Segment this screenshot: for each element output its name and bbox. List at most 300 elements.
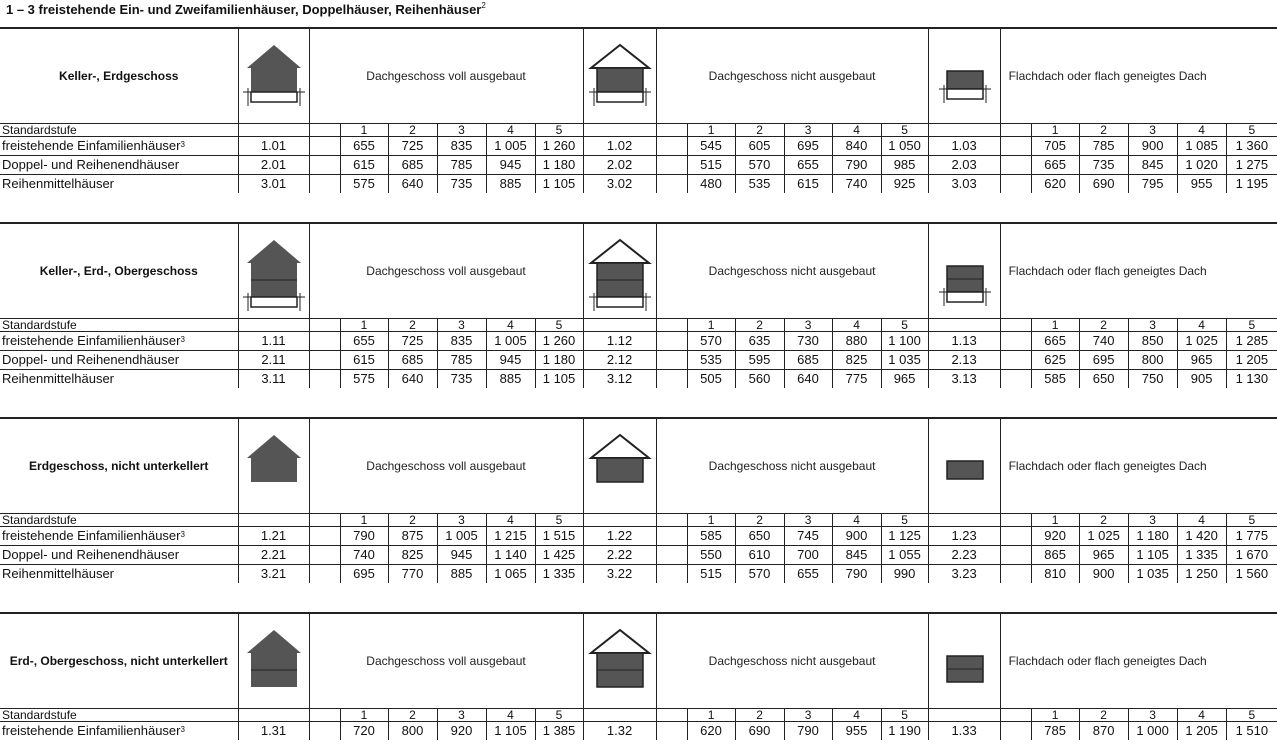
row-label: Reihenmittelhäuser xyxy=(0,370,238,389)
col-header-voll: Dachgeschoss voll ausgebaut xyxy=(366,264,526,278)
col-header-flach: Flachdach oder flach geneigtes Dach xyxy=(1008,264,1207,278)
code-cell: 1.01 xyxy=(238,137,309,156)
code-cell: 2.01 xyxy=(238,156,309,175)
value-cell: 965 xyxy=(1177,351,1226,370)
value-cell: 885 xyxy=(486,175,535,194)
table-block xyxy=(0,222,1269,388)
stufe-number: 2 xyxy=(1079,709,1128,722)
value-cell: 795 xyxy=(1128,175,1177,194)
value-cell: 480 xyxy=(687,175,735,194)
stufe-number: 2 xyxy=(388,124,437,137)
value-cell: 800 xyxy=(388,722,437,741)
value-cell: 620 xyxy=(687,722,735,741)
code-cell: 3.11 xyxy=(238,370,309,389)
value-cell: 1 285 xyxy=(1226,332,1277,351)
col-header-nicht: Dachgeschoss nicht ausgebaut xyxy=(708,459,876,473)
table-row xyxy=(0,527,1277,546)
table-block xyxy=(0,417,1269,583)
value-cell: 705 xyxy=(1031,137,1079,156)
row-label: freistehende Einfamilienhäuser$^3$ xyxy=(0,527,238,546)
house-icon xyxy=(238,223,309,319)
code-cell: 3.22 xyxy=(583,565,656,584)
value-cell: 990 xyxy=(881,565,928,584)
value-cell: 690 xyxy=(735,722,784,741)
value-cell: 775 xyxy=(832,370,881,389)
value-cell: 515 xyxy=(687,156,735,175)
value-cell: 835 xyxy=(437,137,486,156)
house-icon xyxy=(238,613,309,709)
value-cell: 800 xyxy=(1128,351,1177,370)
value-cell: 785 xyxy=(1079,137,1128,156)
house-icon-flat xyxy=(928,613,1000,709)
value-cell: 880 xyxy=(832,332,881,351)
value-cell: 720 xyxy=(340,722,388,741)
row-label: freistehende Einfamilienhäuser$^3$ xyxy=(0,137,238,156)
value-cell: 750 xyxy=(1128,370,1177,389)
value-cell: 770 xyxy=(388,565,437,584)
col-header-voll: Dachgeschoss voll ausgebaut xyxy=(366,459,526,473)
stufe-number: 5 xyxy=(881,124,928,137)
value-cell: 665 xyxy=(1031,332,1079,351)
price-table xyxy=(0,612,1277,740)
value-cell: 900 xyxy=(1079,565,1128,584)
code-cell: 1.21 xyxy=(238,527,309,546)
stufe-number: 2 xyxy=(1079,514,1128,527)
stufe-number: 3 xyxy=(1128,124,1177,137)
value-cell: 1 180 xyxy=(535,156,583,175)
value-cell: 1 335 xyxy=(1177,546,1226,565)
stufe-number: 2 xyxy=(388,709,437,722)
value-cell: 740 xyxy=(1079,332,1128,351)
value-cell: 595 xyxy=(735,351,784,370)
stufe-number: 3 xyxy=(784,514,832,527)
stufe-number: 1 xyxy=(1031,514,1079,527)
code-cell: 1.02 xyxy=(583,137,656,156)
standardstufe-label: Standardstufe xyxy=(0,319,238,332)
stufe-number: 4 xyxy=(1177,709,1226,722)
col-header-flach: Flachdach oder flach geneigtes Dach xyxy=(1008,459,1207,473)
house-icon-flat xyxy=(928,223,1000,319)
value-cell: 885 xyxy=(437,565,486,584)
stufe-number: 4 xyxy=(832,319,881,332)
code-cell: 2.11 xyxy=(238,351,309,370)
col-header-voll: Dachgeschoss voll ausgebaut xyxy=(366,654,526,668)
value-cell: 965 xyxy=(1079,546,1128,565)
table-row xyxy=(0,351,1277,370)
stufe-number: 4 xyxy=(832,709,881,722)
value-cell: 955 xyxy=(832,722,881,741)
value-cell: 1 005 xyxy=(486,332,535,351)
code-cell: 1.03 xyxy=(928,137,1000,156)
stufe-number: 3 xyxy=(437,514,486,527)
value-cell: 735 xyxy=(437,370,486,389)
value-cell: 900 xyxy=(1128,137,1177,156)
value-cell: 1 425 xyxy=(535,546,583,565)
standardstufe-label: Standardstufe xyxy=(0,124,238,137)
value-cell: 620 xyxy=(1031,175,1079,194)
stufe-number: 4 xyxy=(486,319,535,332)
value-cell: 560 xyxy=(735,370,784,389)
code-cell: 1.11 xyxy=(238,332,309,351)
stufe-number: 1 xyxy=(340,514,388,527)
stufe-number: 2 xyxy=(388,319,437,332)
value-cell: 1 420 xyxy=(1177,527,1226,546)
value-cell: 1 180 xyxy=(535,351,583,370)
block-label: Erdgeschoss, nicht unterkellert xyxy=(0,418,238,514)
stufe-number: 5 xyxy=(1226,514,1277,527)
stufe-number: 3 xyxy=(437,709,486,722)
stufe-number: 1 xyxy=(1031,124,1079,137)
row-label: freistehende Einfamilienhäuser$^3$ xyxy=(0,332,238,351)
value-cell: 905 xyxy=(1177,370,1226,389)
table-block xyxy=(0,27,1269,193)
value-cell: 1 510 xyxy=(1226,722,1277,741)
stufe-number: 5 xyxy=(1226,709,1277,722)
value-cell: 740 xyxy=(340,546,388,565)
table-row xyxy=(0,565,1277,584)
value-cell: 1 275 xyxy=(1226,156,1277,175)
stufe-number: 3 xyxy=(437,319,486,332)
value-cell: 1 035 xyxy=(881,351,928,370)
value-cell: 845 xyxy=(832,546,881,565)
value-cell: 615 xyxy=(784,175,832,194)
col-header-nicht: Dachgeschoss nicht ausgebaut xyxy=(708,264,876,278)
table-row xyxy=(0,722,1277,741)
value-cell: 1 140 xyxy=(486,546,535,565)
stufe-number: 2 xyxy=(388,514,437,527)
value-cell: 655 xyxy=(784,156,832,175)
block-label: Erd-, Obergeschoss, nicht unterkellert xyxy=(0,613,238,709)
value-cell: 955 xyxy=(1177,175,1226,194)
value-cell: 1 100 xyxy=(881,332,928,351)
code-cell: 2.03 xyxy=(928,156,1000,175)
value-cell: 825 xyxy=(832,351,881,370)
block-label: Keller-, Erdgeschoss xyxy=(0,28,238,124)
value-cell: 1 360 xyxy=(1226,137,1277,156)
value-cell: 545 xyxy=(687,137,735,156)
col-header-flach: Flachdach oder flach geneigtes Dach xyxy=(1008,654,1207,668)
value-cell: 810 xyxy=(1031,565,1079,584)
stufe-number: 5 xyxy=(535,514,583,527)
table-row xyxy=(0,370,1277,389)
stufe-number: 5 xyxy=(1226,319,1277,332)
value-cell: 640 xyxy=(388,175,437,194)
table-block xyxy=(0,612,1269,740)
value-cell: 1 260 xyxy=(535,332,583,351)
stufe-number: 2 xyxy=(1079,319,1128,332)
value-cell: 1 250 xyxy=(1177,565,1226,584)
value-cell: 920 xyxy=(1031,527,1079,546)
code-cell: 1.32 xyxy=(583,722,656,741)
value-cell: 1 775 xyxy=(1226,527,1277,546)
value-cell: 925 xyxy=(881,175,928,194)
value-cell: 625 xyxy=(1031,351,1079,370)
value-cell: 1 055 xyxy=(881,546,928,565)
code-cell: 1.23 xyxy=(928,527,1000,546)
title-text: 1 – 3 freistehende Ein- und Zweifamilienhäuser, Doppelhäuser, Reihenhäuser xyxy=(6,2,482,17)
value-cell: 785 xyxy=(1031,722,1079,741)
stufe-number: 1 xyxy=(687,514,735,527)
stufe-number: 2 xyxy=(1079,124,1128,137)
code-cell: 1.13 xyxy=(928,332,1000,351)
stufe-number: 5 xyxy=(881,514,928,527)
value-cell: 790 xyxy=(832,156,881,175)
value-cell: 920 xyxy=(437,722,486,741)
code-cell: 3.23 xyxy=(928,565,1000,584)
stufe-number: 3 xyxy=(1128,514,1177,527)
value-cell: 665 xyxy=(1031,156,1079,175)
value-cell: 1 130 xyxy=(1226,370,1277,389)
value-cell: 585 xyxy=(1031,370,1079,389)
stufe-number: 4 xyxy=(1177,319,1226,332)
value-cell: 725 xyxy=(388,137,437,156)
house-icon-open xyxy=(583,613,656,709)
value-cell: 845 xyxy=(1128,156,1177,175)
code-cell: 3.03 xyxy=(928,175,1000,194)
row-label: freistehende Einfamilienhäuser$^3$ xyxy=(0,722,238,741)
value-cell: 655 xyxy=(340,332,388,351)
value-cell: 835 xyxy=(437,332,486,351)
code-cell: 3.12 xyxy=(583,370,656,389)
row-label: Doppel- und Reihenendhäuser xyxy=(0,156,238,175)
house-icon-flat xyxy=(928,28,1000,124)
code-cell: 3.13 xyxy=(928,370,1000,389)
value-cell: 785 xyxy=(437,156,486,175)
house-icon-open xyxy=(583,418,656,514)
stufe-number: 3 xyxy=(784,709,832,722)
stufe-number: 5 xyxy=(1226,124,1277,137)
price-table xyxy=(0,222,1277,388)
stufe-number: 2 xyxy=(735,319,784,332)
value-cell: 505 xyxy=(687,370,735,389)
row-label: Doppel- und Reihenendhäuser xyxy=(0,351,238,370)
value-cell: 1 050 xyxy=(881,137,928,156)
value-cell: 1 195 xyxy=(1226,175,1277,194)
value-cell: 640 xyxy=(784,370,832,389)
value-cell: 570 xyxy=(735,565,784,584)
value-cell: 1 105 xyxy=(1128,546,1177,565)
value-cell: 1 385 xyxy=(535,722,583,741)
stufe-number: 4 xyxy=(486,514,535,527)
value-cell: 1 065 xyxy=(486,565,535,584)
stufe-number: 2 xyxy=(735,709,784,722)
value-cell: 1 105 xyxy=(486,722,535,741)
stufe-number: 1 xyxy=(340,319,388,332)
value-cell: 790 xyxy=(784,722,832,741)
value-cell: 785 xyxy=(437,351,486,370)
code-cell: 2.21 xyxy=(238,546,309,565)
value-cell: 1 335 xyxy=(535,565,583,584)
stufe-number: 2 xyxy=(735,514,784,527)
house-icon-flat xyxy=(928,418,1000,514)
stufe-number: 5 xyxy=(535,319,583,332)
col-header-nicht: Dachgeschoss nicht ausgebaut xyxy=(708,654,876,668)
value-cell: 825 xyxy=(388,546,437,565)
price-table xyxy=(0,417,1277,583)
value-cell: 570 xyxy=(687,332,735,351)
value-cell: 945 xyxy=(486,351,535,370)
code-cell: 2.12 xyxy=(583,351,656,370)
value-cell: 605 xyxy=(735,137,784,156)
value-cell: 870 xyxy=(1079,722,1128,741)
value-cell: 865 xyxy=(1031,546,1079,565)
row-label: Reihenmittelhäuser xyxy=(0,175,238,194)
stufe-number: 5 xyxy=(535,124,583,137)
value-cell: 550 xyxy=(687,546,735,565)
code-cell: 2.13 xyxy=(928,351,1000,370)
value-cell: 695 xyxy=(1079,351,1128,370)
stufe-number: 1 xyxy=(340,124,388,137)
table-row xyxy=(0,137,1277,156)
code-cell: 3.01 xyxy=(238,175,309,194)
value-cell: 650 xyxy=(735,527,784,546)
stufe-number: 4 xyxy=(486,124,535,137)
value-cell: 1 515 xyxy=(535,527,583,546)
stufe-number: 3 xyxy=(1128,319,1177,332)
code-cell: 1.33 xyxy=(928,722,1000,741)
value-cell: 1 190 xyxy=(881,722,928,741)
value-cell: 1 180 xyxy=(1128,527,1177,546)
value-cell: 850 xyxy=(1128,332,1177,351)
value-cell: 655 xyxy=(340,137,388,156)
stufe-number: 5 xyxy=(535,709,583,722)
value-cell: 875 xyxy=(388,527,437,546)
col-header-flach: Flachdach oder flach geneigtes Dach xyxy=(1008,69,1207,83)
value-cell: 1 105 xyxy=(535,370,583,389)
value-cell: 1 085 xyxy=(1177,137,1226,156)
value-cell: 900 xyxy=(832,527,881,546)
value-cell: 570 xyxy=(735,156,784,175)
value-cell: 945 xyxy=(437,546,486,565)
col-header-nicht: Dachgeschoss nicht ausgebaut xyxy=(708,69,876,83)
value-cell: 655 xyxy=(784,565,832,584)
table-row xyxy=(0,156,1277,175)
value-cell: 1 005 xyxy=(437,527,486,546)
value-cell: 535 xyxy=(687,351,735,370)
stufe-number: 1 xyxy=(340,709,388,722)
value-cell: 725 xyxy=(388,332,437,351)
value-cell: 615 xyxy=(340,351,388,370)
value-cell: 575 xyxy=(340,175,388,194)
row-label: Doppel- und Reihenendhäuser xyxy=(0,546,238,565)
value-cell: 695 xyxy=(784,137,832,156)
stufe-number: 1 xyxy=(687,709,735,722)
block-label: Keller-, Erd-, Obergeschoss xyxy=(0,223,238,319)
stufe-number: 1 xyxy=(687,124,735,137)
stufe-number: 5 xyxy=(881,319,928,332)
value-cell: 790 xyxy=(832,565,881,584)
value-cell: 685 xyxy=(388,351,437,370)
table-row xyxy=(0,332,1277,351)
value-cell: 1 215 xyxy=(486,527,535,546)
code-cell: 1.12 xyxy=(583,332,656,351)
stufe-number: 3 xyxy=(437,124,486,137)
title-footnote: 2 xyxy=(481,1,486,10)
code-cell: 2.02 xyxy=(583,156,656,175)
value-cell: 695 xyxy=(340,565,388,584)
standardstufe-label: Standardstufe xyxy=(0,514,238,527)
stufe-number: 4 xyxy=(486,709,535,722)
code-cell: 2.22 xyxy=(583,546,656,565)
value-cell: 1 105 xyxy=(535,175,583,194)
stufe-number: 3 xyxy=(1128,709,1177,722)
code-cell: 3.02 xyxy=(583,175,656,194)
value-cell: 535 xyxy=(735,175,784,194)
value-cell: 1 205 xyxy=(1177,722,1226,741)
value-cell: 740 xyxy=(832,175,881,194)
value-cell: 585 xyxy=(687,527,735,546)
value-cell: 515 xyxy=(687,565,735,584)
stufe-number: 1 xyxy=(1031,709,1079,722)
col-header-voll: Dachgeschoss voll ausgebaut xyxy=(366,69,526,83)
house-icon xyxy=(238,28,309,124)
code-cell: 1.31 xyxy=(238,722,309,741)
value-cell: 1 000 xyxy=(1128,722,1177,741)
code-cell: 3.21 xyxy=(238,565,309,584)
value-cell: 610 xyxy=(735,546,784,565)
value-cell: 1 670 xyxy=(1226,546,1277,565)
value-cell: 1 005 xyxy=(486,137,535,156)
code-cell: 2.23 xyxy=(928,546,1000,565)
house-icon-open xyxy=(583,28,656,124)
value-cell: 840 xyxy=(832,137,881,156)
value-cell: 650 xyxy=(1079,370,1128,389)
value-cell: 885 xyxy=(486,370,535,389)
row-label: Reihenmittelhäuser xyxy=(0,565,238,584)
value-cell: 1 020 xyxy=(1177,156,1226,175)
value-cell: 735 xyxy=(437,175,486,194)
value-cell: 985 xyxy=(881,156,928,175)
value-cell: 745 xyxy=(784,527,832,546)
value-cell: 640 xyxy=(388,370,437,389)
stufe-number: 3 xyxy=(784,124,832,137)
stufe-number: 4 xyxy=(1177,124,1226,137)
stufe-number: 4 xyxy=(832,514,881,527)
code-cell: 1.22 xyxy=(583,527,656,546)
value-cell: 790 xyxy=(340,527,388,546)
value-cell: 635 xyxy=(735,332,784,351)
value-cell: 685 xyxy=(388,156,437,175)
value-cell: 1 560 xyxy=(1226,565,1277,584)
value-cell: 700 xyxy=(784,546,832,565)
stufe-number: 2 xyxy=(735,124,784,137)
value-cell: 965 xyxy=(881,370,928,389)
house-icon-open xyxy=(583,223,656,319)
value-cell: 690 xyxy=(1079,175,1128,194)
house-icon xyxy=(238,418,309,514)
value-cell: 1 125 xyxy=(881,527,928,546)
value-cell: 615 xyxy=(340,156,388,175)
value-cell: 1 260 xyxy=(535,137,583,156)
stufe-number: 3 xyxy=(784,319,832,332)
value-cell: 685 xyxy=(784,351,832,370)
value-cell: 1 205 xyxy=(1226,351,1277,370)
value-cell: 730 xyxy=(784,332,832,351)
table-title xyxy=(6,2,486,17)
value-cell: 1 025 xyxy=(1079,527,1128,546)
value-cell: 1 035 xyxy=(1128,565,1177,584)
value-cell: 945 xyxy=(486,156,535,175)
stufe-number: 1 xyxy=(1031,319,1079,332)
table-row xyxy=(0,546,1277,565)
stufe-number: 4 xyxy=(832,124,881,137)
price-table xyxy=(0,27,1277,193)
value-cell: 1 025 xyxy=(1177,332,1226,351)
stufe-number: 1 xyxy=(687,319,735,332)
standardstufe-label: Standardstufe xyxy=(0,709,238,722)
value-cell: 735 xyxy=(1079,156,1128,175)
table-row xyxy=(0,175,1277,194)
